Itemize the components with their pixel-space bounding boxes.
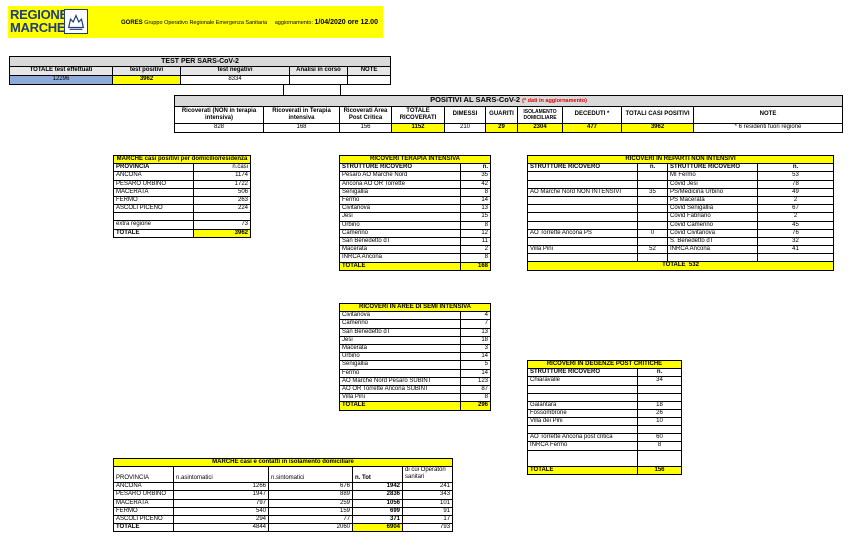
iso-row-asint: 540 <box>174 507 269 515</box>
ti-row-name: San Benedetto dT <box>340 238 461 246</box>
ni-row-name-b: Covid Camerino <box>668 221 758 229</box>
update-value: 1/04/2020 ore 12.00 <box>314 19 378 26</box>
ni-header-strutture-b: STRUTTURE RICOVERO <box>668 164 758 172</box>
header-info <box>121 19 378 26</box>
si-row-name: Camerino <box>340 320 461 328</box>
pc-row-value <box>638 426 682 434</box>
table-row <box>528 418 682 426</box>
table-row <box>528 205 834 213</box>
test-title: TEST PER SARS-CoV-2 <box>10 57 391 67</box>
si-row-value: 18 <box>461 336 491 344</box>
positivi-value-deceduti: 477 <box>563 124 622 133</box>
pc-row-name: Galantara <box>528 401 638 409</box>
table-row <box>340 394 491 402</box>
domicilio-row-name: extra regione <box>114 221 194 229</box>
ti-total-value: 168 <box>461 262 491 270</box>
iso-header-sint: n.sintomatici <box>269 467 353 483</box>
domicilio-total-label: TOTALE <box>114 229 194 237</box>
pc-row-value <box>638 450 682 466</box>
test-header-note: NOTE <box>348 67 391 76</box>
ti-row-name: Civitanova <box>340 205 461 213</box>
domicilio-row-name: FERMO <box>114 197 194 205</box>
table-row <box>528 385 682 393</box>
si-row-name: Fermo <box>340 369 461 377</box>
iso-total-asint: 4844 <box>174 524 269 532</box>
si-row-name: San Benedetto dT <box>340 328 461 336</box>
ni-header-strutture-a: STRUTTURE RICOVERO <box>528 164 638 172</box>
si-row-name: AO OR Torrette Ancona SUBINT <box>340 386 461 394</box>
table-row <box>528 254 834 262</box>
ni-row-value-a <box>638 213 668 221</box>
table-row <box>114 221 251 229</box>
ni-title: RICOVERI IN REPARTI NON INTENSIVI <box>528 156 834 164</box>
ni-row-value-a <box>638 172 668 180</box>
ti-row-name: Ancona AO OR Torrette <box>340 180 461 188</box>
ni-row-name-a <box>528 213 638 221</box>
iso-total-name: TOTALE <box>114 524 174 532</box>
ni-header-n-b: n. <box>758 164 834 172</box>
table-row <box>340 312 491 320</box>
si-row-value: 3 <box>461 345 491 353</box>
ni-row-name-b: PS Macerata <box>668 197 758 205</box>
table-row <box>340 172 491 180</box>
ti-total-label: TOTALE <box>340 262 461 270</box>
ni-row-value-a <box>638 197 668 205</box>
ti-row-value: 11 <box>461 238 491 246</box>
positivi-title: POSITIVI AL SARS-CoV-2 <box>430 95 521 105</box>
iso-row-sint: 77 <box>269 516 353 524</box>
ni-row-value-b: 2 <box>758 213 834 221</box>
domicilio-row-name: MACERATA <box>114 188 194 196</box>
pc-header-n: n. <box>638 369 682 377</box>
semi-intensiva-table <box>339 303 491 411</box>
ni-row-value-b: 67 <box>758 205 834 213</box>
si-row-name: Jesi <box>340 336 461 344</box>
ti-row-value: 35 <box>461 172 491 180</box>
ni-row-name-b: Covid Fabriano <box>668 213 758 221</box>
pc-header-strutture: STRUTTURE RICOVERO <box>528 369 638 377</box>
table-row <box>528 229 834 237</box>
pc-row-value: 26 <box>638 409 682 417</box>
table-row <box>528 442 682 450</box>
table-row <box>528 401 682 409</box>
positivi-value-postcritica: 156 <box>340 124 392 133</box>
test-divider <box>283 85 284 95</box>
si-title: RICOVERI IN AREE DI SEMI INTENSIVA <box>340 304 491 312</box>
domicilio-total-value: 3962 <box>194 229 251 237</box>
table-row <box>114 499 453 507</box>
si-row-value: 5 <box>461 361 491 369</box>
iso-header-tot: n. Tot <box>353 467 403 483</box>
pc-row-name <box>528 426 638 434</box>
ni-total-value: 532 <box>688 262 699 269</box>
ti-row-value: 2 <box>461 246 491 254</box>
ti-row-name: Macerata <box>340 246 461 254</box>
table-row <box>340 188 491 196</box>
ni-row-value-b: 53 <box>758 172 834 180</box>
ni-row-value-a <box>638 238 668 246</box>
regione-marche-logo <box>10 8 68 34</box>
table-row <box>528 426 682 434</box>
si-row-value: 8 <box>461 394 491 402</box>
test-header-analisi: Analisi in corso <box>290 67 348 76</box>
ni-header-n-a: n. <box>638 164 668 172</box>
table-row <box>528 377 682 385</box>
table-row <box>528 246 834 254</box>
update-label: aggiornamento: <box>274 20 313 26</box>
iso-row-name: PESARO URBINO <box>114 491 174 499</box>
iso-row-tot: 371 <box>353 516 403 524</box>
si-row-name: Senigallia <box>340 361 461 369</box>
table-row <box>340 377 491 385</box>
terapia-intensiva-table <box>339 155 491 271</box>
table-row <box>340 345 491 353</box>
ni-row-name-a <box>528 172 638 180</box>
positivi-header-totali: TOTALI CASI POSITIVI <box>622 107 694 124</box>
iso-row-name: ASCOLI PICENO <box>114 516 174 524</box>
table-row <box>340 229 491 237</box>
table-row <box>528 221 834 229</box>
table-row <box>340 180 491 188</box>
ni-row-name-a: Villa Pini <box>528 246 638 254</box>
domicilio-row-value: 506 <box>194 188 251 196</box>
ni-row-value-b: 76 <box>758 229 834 237</box>
si-row-value: 87 <box>461 386 491 394</box>
ni-row-value-b: 32 <box>758 238 834 246</box>
domicilio-row-value: 263 <box>194 197 251 205</box>
positivi-value-note: * 6 residenti fuori regione <box>694 124 843 133</box>
positivi-value-isolamento: 2304 <box>518 124 563 133</box>
si-row-name: Urbino <box>340 353 461 361</box>
domicilio-row-value: 73 <box>194 221 251 229</box>
test-header-totale: TOTALE test effettuati <box>10 67 113 76</box>
table-row <box>528 434 682 442</box>
si-total-value: 296 <box>461 402 491 410</box>
table-row <box>114 516 453 524</box>
table-row <box>340 353 491 361</box>
ti-row-value: 14 <box>461 197 491 205</box>
si-row-value: 14 <box>461 353 491 361</box>
table-row <box>114 172 251 180</box>
positivi-value-totali: 3962 <box>622 124 694 133</box>
iso-header-asint: n.asintomatici <box>174 467 269 483</box>
table-row <box>340 386 491 394</box>
pc-row-value: 34 <box>638 377 682 385</box>
iso-row-asint: 797 <box>174 499 269 507</box>
ti-row-name: Jesi <box>340 213 461 221</box>
pc-row-name: AO Torrette Ancona post critica <box>528 434 638 442</box>
iso-row-asint: 294 <box>174 516 269 524</box>
domicilio-row-value <box>194 213 251 221</box>
ni-row-value-a: 52 <box>638 246 668 254</box>
ni-row-value-b: 41 <box>758 246 834 254</box>
pc-row-value: 60 <box>638 434 682 442</box>
domicilio-row-value: 1722 <box>194 180 251 188</box>
table-row <box>528 409 682 417</box>
iso-row-asint: 1947 <box>174 491 269 499</box>
table-row <box>340 369 491 377</box>
positivi-header-note: NOTE <box>694 107 843 124</box>
ti-header-n: n. <box>461 164 491 172</box>
ti-row-value: 8 <box>461 221 491 229</box>
ti-row-value: 8 <box>461 254 491 262</box>
domicilio-header-casi: n.casi <box>194 164 251 172</box>
ni-total-label: TOTALE <box>662 262 686 269</box>
ti-row-value: 8 <box>461 188 491 196</box>
ni-row-value-b <box>758 254 834 262</box>
pc-row-value: 8 <box>638 442 682 450</box>
ni-row-name-b: Covid Jesi <box>668 180 758 188</box>
iso-total-sint: 2060 <box>269 524 353 532</box>
ti-row-name: Fermo <box>340 197 461 205</box>
si-row-name: Civitanova <box>340 312 461 320</box>
pc-row-name: Fossombrone <box>528 409 638 417</box>
table-row <box>528 188 834 196</box>
org-full: Gruppo Operativo Regionale Emergenza Sanitaria <box>144 20 268 26</box>
ni-row-value-a <box>638 180 668 188</box>
pc-row-value: 18 <box>638 401 682 409</box>
domicilio-row-name <box>114 213 194 221</box>
si-row-value: 7 <box>461 320 491 328</box>
ni-row-name-b: MI Fermo <box>668 172 758 180</box>
iso-row-sint: 889 <box>269 491 353 499</box>
domicilio-header-provincia: PROVINCIA <box>114 164 194 172</box>
pc-title: RICOVERI IN DEGENZE POST CRITICHE <box>528 361 682 369</box>
table-row <box>114 188 251 196</box>
test-value-negativi: 8334 <box>181 76 290 85</box>
table-row <box>114 491 453 499</box>
ti-row-name: Camerino <box>340 229 461 237</box>
iso-total-op: 793 <box>403 524 453 532</box>
iso-row-sint: 259 <box>269 499 353 507</box>
domicilio-row-value: 1174 <box>194 172 251 180</box>
ti-title: RICOVERI TERAPIA INTENSIVA <box>340 156 491 164</box>
ni-row-name-a <box>528 205 638 213</box>
ni-row-name-a <box>528 180 638 188</box>
table-row <box>528 238 834 246</box>
iso-header-op: di cui Operatori sanitari <box>403 467 453 483</box>
table-row <box>340 221 491 229</box>
ti-row-name: Senigallia <box>340 188 461 196</box>
table-row <box>528 172 834 180</box>
table-row <box>528 450 682 466</box>
header-banner <box>8 6 383 38</box>
iso-row-op: 343 <box>403 491 453 499</box>
iso-header-provincia: PROVINCIA <box>114 467 174 483</box>
ti-row-name: Urbino <box>340 221 461 229</box>
iso-row-name: ANCONA <box>114 483 174 491</box>
ni-row-value-b: 45 <box>758 221 834 229</box>
pc-row-name <box>528 450 638 466</box>
ti-row-value: 42 <box>461 180 491 188</box>
ni-row-name-b: INRCA Ancona <box>668 246 758 254</box>
positivi-title-note: (* dati in aggiornamento) <box>522 98 587 105</box>
test-value-analisi <box>290 76 348 85</box>
pc-row-name <box>528 385 638 393</box>
ni-total-cell <box>528 262 834 270</box>
pc-row-name: Villa dei Pini <box>528 418 638 426</box>
iso-row-tot: 699 <box>353 507 403 515</box>
post-critiche-table <box>527 360 682 475</box>
positivi-value-totale-ricoverati: 1152 <box>392 124 445 133</box>
iso-row-sint: 159 <box>269 507 353 515</box>
table-row <box>340 197 491 205</box>
pc-row-value: 10 <box>638 418 682 426</box>
iso-row-name: FERMO <box>114 507 174 515</box>
non-intensivi-table <box>527 155 834 271</box>
iso-row-tot: 1056 <box>353 499 403 507</box>
ni-row-name-b: Covid Civitanova <box>668 229 758 237</box>
ni-row-name-a <box>528 254 638 262</box>
positivi-header-guariti: GUARITI <box>486 107 518 124</box>
positivi-value-guariti: 29 <box>486 124 518 133</box>
ni-row-name-b: PS/Medicina Urbino <box>668 188 758 196</box>
domicilio-row-name: ASCOLI PICENO <box>114 205 194 213</box>
positivi-value-dimessi: 210 <box>445 124 486 133</box>
ti-row-value: 15 <box>461 213 491 221</box>
pc-row-value <box>638 393 682 401</box>
table-row <box>114 483 453 491</box>
positivi-value-ricoverati: 828 <box>175 124 264 133</box>
domicilio-rows <box>114 172 251 229</box>
ni-row-name-a <box>528 221 638 229</box>
ni-row-value-a <box>638 254 668 262</box>
test-value-totale: 12296 <box>10 76 113 85</box>
ti-row-value: 12 <box>461 229 491 237</box>
si-row-value: 14 <box>461 369 491 377</box>
isolamento-table <box>113 458 453 532</box>
si-row-name: Macerata <box>340 345 461 353</box>
iso-total-tot: 6904 <box>353 524 403 532</box>
test-value-positivi: 3962 <box>113 76 181 85</box>
table-row <box>340 246 491 254</box>
iso-row-op: 101 <box>403 499 453 507</box>
positivi-header-isolamento: ISOLAMENTO DOMICILIARE <box>518 107 563 124</box>
ni-row-name-b: Covid Senigallia <box>668 205 758 213</box>
table-row <box>340 213 491 221</box>
positivi-header-totale-ricoverati: TOTALE RICOVERATI <box>392 107 445 124</box>
domicilio-row-name: PESARO URBINO <box>114 180 194 188</box>
iso-row-tot: 1942 <box>353 483 403 491</box>
si-row-name: Villa Pini <box>340 394 461 402</box>
table-row <box>340 238 491 246</box>
org-short: GORES <box>121 20 143 26</box>
positivi-header-ricoverati: Ricoverati (NON in terapia intensiva) <box>175 107 264 124</box>
table-row <box>528 213 834 221</box>
ni-row-name-a <box>528 238 638 246</box>
domicilio-row-name: ANCONA <box>114 172 194 180</box>
positivi-table <box>174 95 843 133</box>
pc-total-label: TOTALE <box>528 466 638 474</box>
table-row <box>114 197 251 205</box>
table-row <box>528 180 834 188</box>
ni-row-value-b: 78 <box>758 180 834 188</box>
ni-row-name-b <box>668 254 758 262</box>
test-divider <box>340 85 341 95</box>
test-value-note <box>348 76 391 85</box>
pc-total-value: 156 <box>638 466 682 474</box>
si-row-value: 123 <box>461 377 491 385</box>
si-row-value: 4 <box>461 312 491 320</box>
iso-row-op: 91 <box>403 507 453 515</box>
test-table <box>9 56 391 85</box>
table-row <box>528 197 834 205</box>
ni-row-name-b: S. Benedetto dT <box>668 238 758 246</box>
iso-row-asint: 1266 <box>174 483 269 491</box>
iso-row-tot: 2836 <box>353 491 403 499</box>
iso-row-op: 17 <box>403 516 453 524</box>
ni-row-name-a: AO Torrette Ancona PS <box>528 229 638 237</box>
pc-row-value <box>638 385 682 393</box>
regione-crest-icon <box>64 9 88 34</box>
table-row <box>528 393 682 401</box>
ni-row-value-a <box>638 221 668 229</box>
ni-row-value-a <box>638 205 668 213</box>
logo-line1: REGIONE <box>10 7 68 22</box>
table-row <box>340 205 491 213</box>
table-row <box>340 328 491 336</box>
ni-row-name-a <box>528 197 638 205</box>
ni-row-name-a: AO Marche Nord NON INTENSIVI <box>528 188 638 196</box>
table-row <box>340 254 491 262</box>
table-row <box>114 213 251 221</box>
positivi-title-cell <box>175 96 843 107</box>
domicilio-table <box>113 155 251 238</box>
pc-row-name <box>528 393 638 401</box>
table-row <box>114 180 251 188</box>
iso-row-op: 241 <box>403 483 453 491</box>
ti-row-name: INRCA Ancona <box>340 254 461 262</box>
si-row-value: 13 <box>461 328 491 336</box>
positivi-header-ti: Ricoverati in Terapia intensiva <box>264 107 340 124</box>
positivi-header-deceduti: DECEDUTI * <box>563 107 622 124</box>
ni-row-value-b: 2 <box>758 197 834 205</box>
table-row <box>114 507 453 515</box>
si-row-name: AO Marche Nord Pesaro SUBINT <box>340 377 461 385</box>
positivi-header-dimessi: DIMESSI <box>445 107 486 124</box>
ti-header-strutture: STRUTTURE RICOVERO <box>340 164 461 172</box>
test-header-positivi: test positivi <box>113 67 181 76</box>
pc-row-name: Chiaravalle <box>528 377 638 385</box>
ni-row-value-a: 0 <box>638 229 668 237</box>
logo-line2: MARCHE <box>10 20 66 35</box>
ti-row-value: 13 <box>461 205 491 213</box>
ni-row-value-a: 35 <box>638 188 668 196</box>
table-row <box>340 320 491 328</box>
positivi-header-postcritica: Ricoverati Area Post Critica <box>340 107 392 124</box>
domicilio-row-value: 224 <box>194 205 251 213</box>
test-header-negativi: test negativi <box>181 67 290 76</box>
positivi-value-ti: 168 <box>264 124 340 133</box>
pc-row-name: INRCA Fermo <box>528 442 638 450</box>
table-row <box>340 361 491 369</box>
ni-row-value-b: 49 <box>758 188 834 196</box>
si-total-label: TOTALE <box>340 402 461 410</box>
iso-row-name: MACERATA <box>114 499 174 507</box>
ti-row-name: Pesaro AO Marche Nord <box>340 172 461 180</box>
domicilio-title: MARCHE casi positivi per domicilio/residenza <box>114 156 251 164</box>
iso-row-sint: 676 <box>269 483 353 491</box>
iso-title: MARCHE casi e contatti in isolamento domiciliare <box>114 459 453 467</box>
table-row <box>340 336 491 344</box>
table-row <box>114 205 251 213</box>
